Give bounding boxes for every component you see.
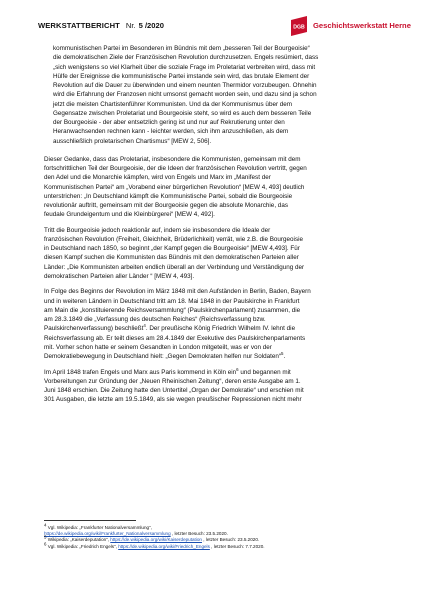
footnote-text: Vgl. Wikipedia: „Friedrich Engels“,: [46, 543, 119, 549]
text-line: mit. Vorher schon hatte er seinem Gesandten in London mitgeteilt, was er von der: [44, 343, 272, 351]
text-line: den Adel und die Monarchie kämpfen, wird von Engels und Marx im „Manifest der: [44, 174, 271, 182]
text-line: feudale Grundeigentum und die Kleinbürgerei“ [MEW 4, 492].: [44, 211, 215, 219]
report-title: WERKSTATTBERICHT: [38, 21, 120, 30]
page-header: [38, 16, 411, 38]
footnote-text: Wikipedia: „Kaiserdeputation“,: [46, 537, 111, 543]
text-line: Tritt die Bourgeoisie jedoch reaktionär auf, indem sie insbesondere die Ideale der: [44, 226, 271, 234]
text-line: Vorbereitungen zur Gründung der „Neuen Rheinischen Zeitung“, deren erste Ausgabe am 1.: [44, 377, 301, 385]
organization-name: Geschichtswerkstatt Herne: [313, 21, 411, 30]
text-line: 301 Ausgaben, die letzte am 19.5.1849, als sie wegen preußischer Repressionen nicht mehr: [44, 396, 302, 404]
text-line: Dieser Gedanke, dass das Proletariat, insbesondere die Kommunisten, gemeinsam mit dem: [44, 155, 301, 163]
article-body: [44, 44, 390, 411]
paragraph: [44, 368, 390, 405]
paragraph: [44, 226, 390, 282]
text-line: „sich wenigstens so viel Klarheit über die soziale Frage im Proletariat verbreiten wird, dass mit: [53, 63, 316, 71]
paragraph: [44, 287, 390, 361]
text-line: revolutionär auftritt, gemeinsam mit der Bourgeoisie gegen die absolute Monarchie, das: [44, 202, 288, 209]
footnote-text: Vgl. Wikipedia: „Frankfurter Nationalversammlung“,: [46, 525, 152, 530]
footnote-visit-date: , letzter Besuch: 23.5.2020.: [201, 537, 260, 543]
footnote-number: 4: [44, 522, 47, 528]
footnote-link[interactable]: https://de.wikipedia.org/wiki/Kaiserdeputation: [110, 537, 202, 543]
text-line: Länder: „Die Kommunisten arbeiten endlich überall an der Verbindung und Verständigung der: [44, 263, 305, 271]
footnote-separator: [44, 520, 136, 521]
footnote-number: 5: [44, 534, 47, 540]
text-line: am 28.3.1849 die „Verfassung des deutschen Reiches“ (Reichsverfassung bzw.: [44, 316, 266, 324]
footnotes: [44, 522, 394, 550]
footnote-link[interactable]: https://de.wikipedia.org/wiki/Friedrich_Engels: [118, 543, 210, 549]
text-line: die demokratischen Ziele der Französischen Revolution durchzusetzen. Engels resümiert, dass: [53, 54, 319, 62]
text-line: jetzt die meisten Chartistenführer Kommunisten. Und da der Kommunismus über dem: [53, 100, 293, 108]
text-line: Juni 1848 erschien. Die Zeitung hatte den Untertitel „Organ der Demokratie“ und erschien mit: [44, 387, 304, 395]
text-line: Im April 1848 trafen Engels und Marx aus Paris kommend in Köln ein$^6$ und begannen mit: [44, 366, 291, 376]
text-line: am Main die „konstituierende Reichsversammlung“ (Paulskirchenparlament) zusammen, die: [44, 306, 301, 314]
footnote-line: [44, 541, 394, 550]
text-line: demokratischen Parteien aller Länder “ [MEW 4, 493].: [44, 272, 195, 280]
text-line: ausschließlich proletarischen Chartismus“ [MEW 2, 506].: [53, 137, 212, 145]
issue-number: 5 /2020: [138, 21, 164, 30]
footnote-link[interactable]: https://de.wikipedia.org/wiki/Frankfurter_Nationalversammlung: [44, 531, 171, 537]
text-line: und in weiteren Ländern in Deutschland tritt am 18. Mai 1848 in der Paulskirche in Frankfurt: [44, 297, 300, 305]
footnote-visit-date: , letzter Besuch: 23.5.2020.: [170, 531, 228, 537]
text-line: Reichsverfassung ab. Er teilt dieses am 28.4.1849 der Exekutive des Paulskirchenparlaments: [44, 334, 306, 342]
text-line: in Deutschland nach 1850, so beginnt „der Kampf gegen die Bourgeoisie“ [MEW 4,493]. Für: [44, 245, 300, 253]
text-line: Hülfe der Ereignisse die kommunistische Partei imstande sein wird, das brutale Element der: [53, 72, 310, 80]
footnote-number: 6: [44, 541, 47, 547]
text-line: wird die Erfahrung der Franzosen nicht umsonst gemacht worden sein, und dazu sind ja schon: [53, 91, 317, 99]
paragraph: [53, 44, 390, 146]
text-line: französischen Revolution (Freiheit, Gleichheit, Brüderlichkeit) verrät, wie z.B. die Bourgeoisie: [44, 235, 303, 243]
text-line: kommunistischen Partei im Besonderen im Bündnis mit dem „besseren Teil der Bourgeoisie“: [53, 45, 310, 52]
text-line: unterstrichen: „In Deutschland kämpft die Kommunistische Partei, sobald die Bourgeoisie: [44, 192, 293, 200]
issue-label: Nr.: [125, 21, 136, 30]
header-left: [38, 21, 164, 30]
text-line: fortschrittlichen Teil der Bourgeoisie, der die Ideen der französischen Revolution vertritt, gegen: [44, 165, 307, 172]
logo-text: DGB: [293, 24, 305, 31]
text-line: Paulskirchenverfassung) beschließt$^4$. Der preußische König Friedrich Wilhelm IV. lehnt die: [44, 323, 296, 333]
paragraph: [44, 155, 390, 220]
text-line: Demokratiebewegung in Deutschland hielt: „Gegen Demokraten helfen nur Soldaten“$^5$.: [44, 351, 286, 361]
text-line: Heranwachsenden rechnen kann - leichter werden, sich ihm anzuschließen, als dem: [53, 128, 289, 136]
text-line: diesen Kampf suchen die Kommunisten das Bündnis mit den demokratischen Parteien aller: [44, 254, 299, 262]
dgb-logo: [290, 16, 308, 36]
text-line: der Bourgeoisie - der aber entsetzlich gering ist und nur auf Rekrutierung unter den: [53, 119, 285, 126]
text-line: In Folge des Beginns der Revolution im März 1848 mit den Aufständen in Berlin, Baden, Bayern: [44, 288, 311, 296]
text-line: Revolution auf die Dauer zu überwinden und einem neunten Thermidor vorzubeugen. Ohnehin: [53, 82, 317, 89]
text-line: Gegensatze zwischen Proletariat und Bourgeoisie steht, so wird es auch dem besseren Teile: [53, 109, 312, 117]
text-line: Kommunistischen Partei“ am „Vorabend einer bürgerlichen Revolution“ [MEW 4, 493] deutlich: [44, 183, 305, 191]
footnote-visit-date: , letzter Besuch: 7.7.2020.: [209, 543, 265, 549]
